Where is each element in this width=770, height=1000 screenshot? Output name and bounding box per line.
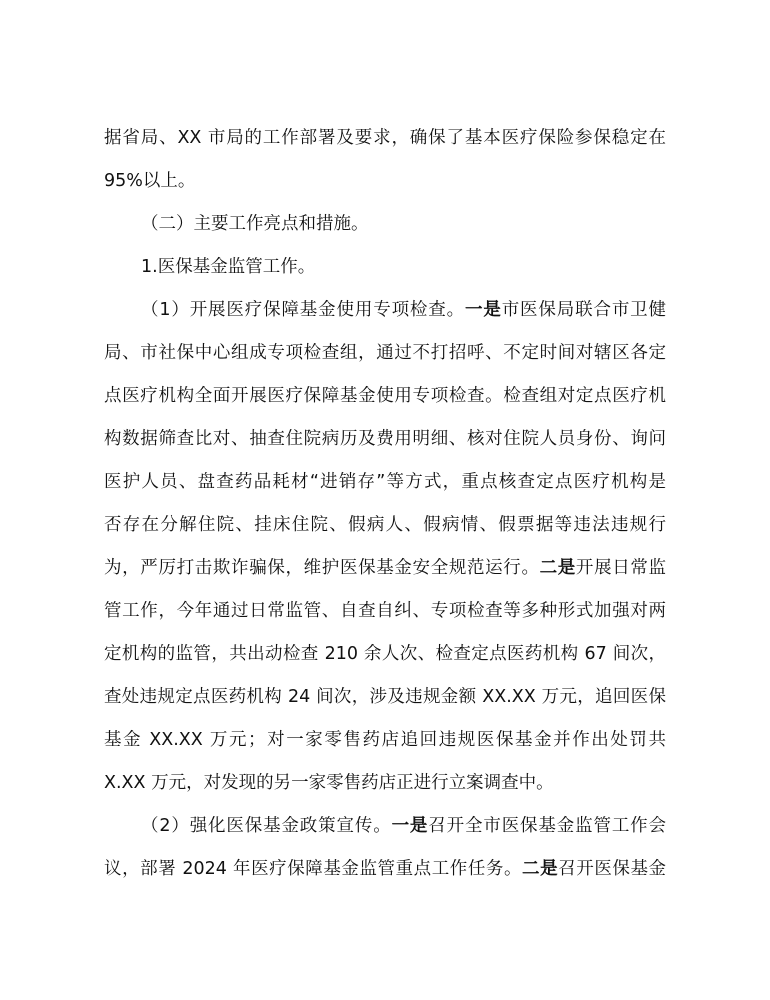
line-text: （2）强化医保基金政策宣传。 [141, 816, 392, 836]
line-text: 95%以上。 [104, 171, 196, 191]
line-text: 召开全市医保基金监管工作会 [428, 816, 666, 836]
text-line [104, 339, 666, 367]
line-text: 议，部署 2024 年医疗保障基金监管重点工作任务。 [104, 859, 523, 879]
line-text: 否存在分解住院、挂床住院、假病人、假病情、假票据等违法违规行 [104, 515, 666, 535]
subsection-heading [141, 253, 666, 281]
text-line [104, 769, 666, 797]
text-line [104, 683, 666, 711]
line-text: （二）主要工作亮点和措施。 [141, 214, 369, 234]
line-text: 查处违规定点医药机构 24 间次，涉及违规金额 XX.XX 万元，追回医保 [104, 687, 666, 707]
line-text: 开展日常监 [575, 558, 666, 578]
text-line [104, 382, 666, 410]
line-text: 据省局、XX 市局的工作部署及要求，确保了基本医疗保险参保稳定在 [104, 128, 666, 148]
line-text: （1）开展医疗保障基金使用专项检查。 [141, 300, 465, 320]
line-text: 构数据筛查比对、抽查住院病历及费用明细、核对住院人员身份、询问 [104, 429, 666, 449]
line-text: 定机构的监管，共出动检查 210 余人次、检查定点医药机构 67 间次， [104, 644, 666, 664]
text-line [104, 167, 666, 195]
text-line [104, 425, 666, 453]
line-text: 局、市社保中心组成专项检查组，通过不打招呼、不定时间对辖区各定 [104, 343, 666, 363]
text-line [104, 855, 666, 883]
text-line [104, 468, 666, 496]
text-line [104, 640, 666, 668]
emphasis-text: 一是 [464, 300, 502, 320]
text-line [104, 124, 666, 152]
text-line [104, 554, 666, 582]
line-text: 管工作，今年通过日常监管、自查自纠、专项检查等多种形式加强对两 [104, 601, 666, 621]
emphasis-text: 一是 [391, 816, 429, 836]
text-line [104, 597, 666, 625]
section-heading [141, 210, 666, 238]
line-text: 召开医保基金 [558, 859, 666, 879]
text-line [104, 726, 666, 754]
line-text: 为，严厉打击欺诈骗保，维护医保基金安全规范运行。 [104, 558, 540, 578]
emphasis-text: 二是 [539, 558, 576, 578]
emphasis-text: 二是 [522, 859, 559, 879]
line-text: 市医保局联合市卫健 [501, 300, 666, 320]
line-text: X.XX 万元，对发现的另一家零售药店正进行立案调查中。 [104, 773, 554, 793]
line-text: 医护人员、盘查药品耗材“进销存”等方式，重点核查定点医疗机构是 [104, 472, 666, 492]
line-text: 1.医保基金监管工作。 [141, 257, 316, 277]
paragraph-first-line [141, 296, 666, 324]
line-text: 基金 XX.XX 万元；对一家零售药店追回违规医保基金并作出处罚共 [104, 730, 666, 750]
line-text: 点医疗机构全面开展医疗保障基金使用专项检查。检查组对定点医疗机 [104, 386, 666, 406]
text-line [104, 511, 666, 539]
paragraph-first-line [141, 812, 666, 840]
